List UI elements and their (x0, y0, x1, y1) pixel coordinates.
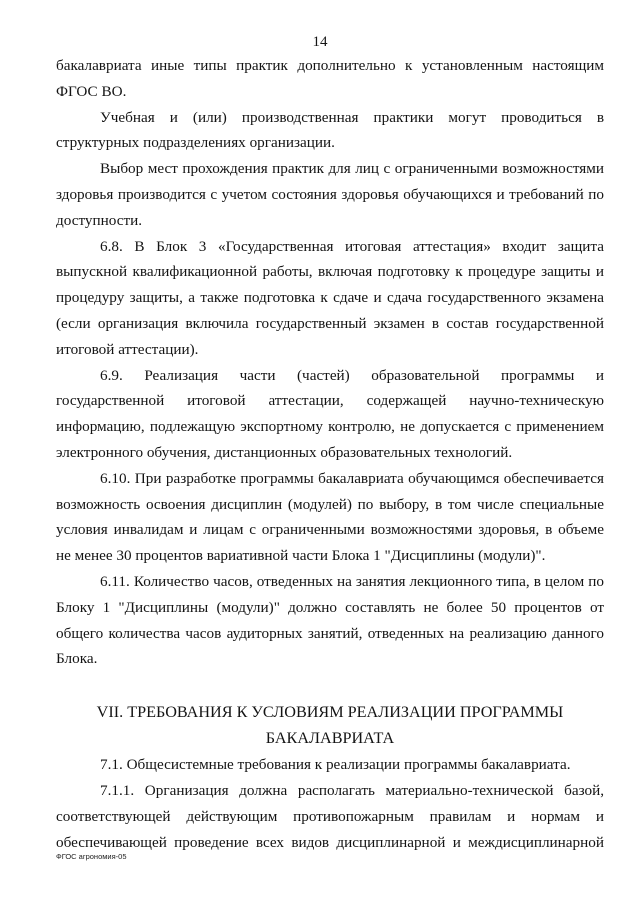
paragraph-6-11: 6.11. Количество часов, отведенных на занятия лекционного типа, в целом по Блоку 1 "Дисциплины (модули)" должно составлять не более 50 процентов от общего количества часов аудиторных занятий, отведенных на реализацию данного Блока. (56, 572, 604, 668)
paragraph-7-1-1: 7.1.1. Организация должна располагать материально-технической базой, соответствующей действующим противопожарным правилам и нормам и обеспечивающей проведение всех видов дисциплинарной и междисциплинарной (56, 781, 604, 851)
paragraph-6-8: 6.8. В Блок 3 «Государственная итоговая аттестация» входит защита выпускной квалификационной работы, включая подготовку к процедуре защиты и процедуру защиты, а также подготовка к сдаче и сдача государственного экзамена (если организация включила государственный экзамен в состав государственной итоговой аттестации). (56, 237, 604, 358)
document-body (56, 53, 604, 855)
page-number: 14 (312, 34, 328, 50)
paragraph-6-10: 6.10. При разработке программы бакалавриата обучающимся обеспечивается возможность освоения дисциплин (модулей) по выбору, в том числе специальные условия инвалидам и лицам с ограниченными возможностями здоровья, в объеме не менее 30 процентов вариативной части Блока 1 "Дисциплины (модули)". (56, 469, 604, 565)
paragraph-practice-location: Учебная и (или) производственная практики могут проводиться в структурных подразделениях организации. (56, 108, 604, 152)
section-heading: VII. ТРЕБОВАНИЯ К УСЛОВИЯМ РЕАЛИЗАЦИИ ПРОГРАММЫ БАКАЛАВРИАТА (96, 703, 564, 748)
paragraph-continuation: бакалавриата иные типы практик дополнительно к установленным настоящим ФГОС ВО. (56, 57, 604, 100)
footer-label: ФГОС агрономия-05 (56, 852, 127, 861)
paragraph-7-1: 7.1. Общесистемные требования к реализации программы бакалавриата. (100, 756, 571, 774)
paragraph-practice-choice: Выбор мест прохождения практик для лиц с ограниченными возможностями здоровья производится с учетом состояния здоровья обучающихся и требований по доступности. (56, 160, 604, 229)
paragraph-6-9: 6.9. Реализация части (частей) образовательной программы и государственной итоговой аттестации, содержащей научно-техническую информацию, подлежащую экспортному контролю, не допускается с применением электронного обучения, дистанционных образовательных технологий. (56, 366, 604, 461)
